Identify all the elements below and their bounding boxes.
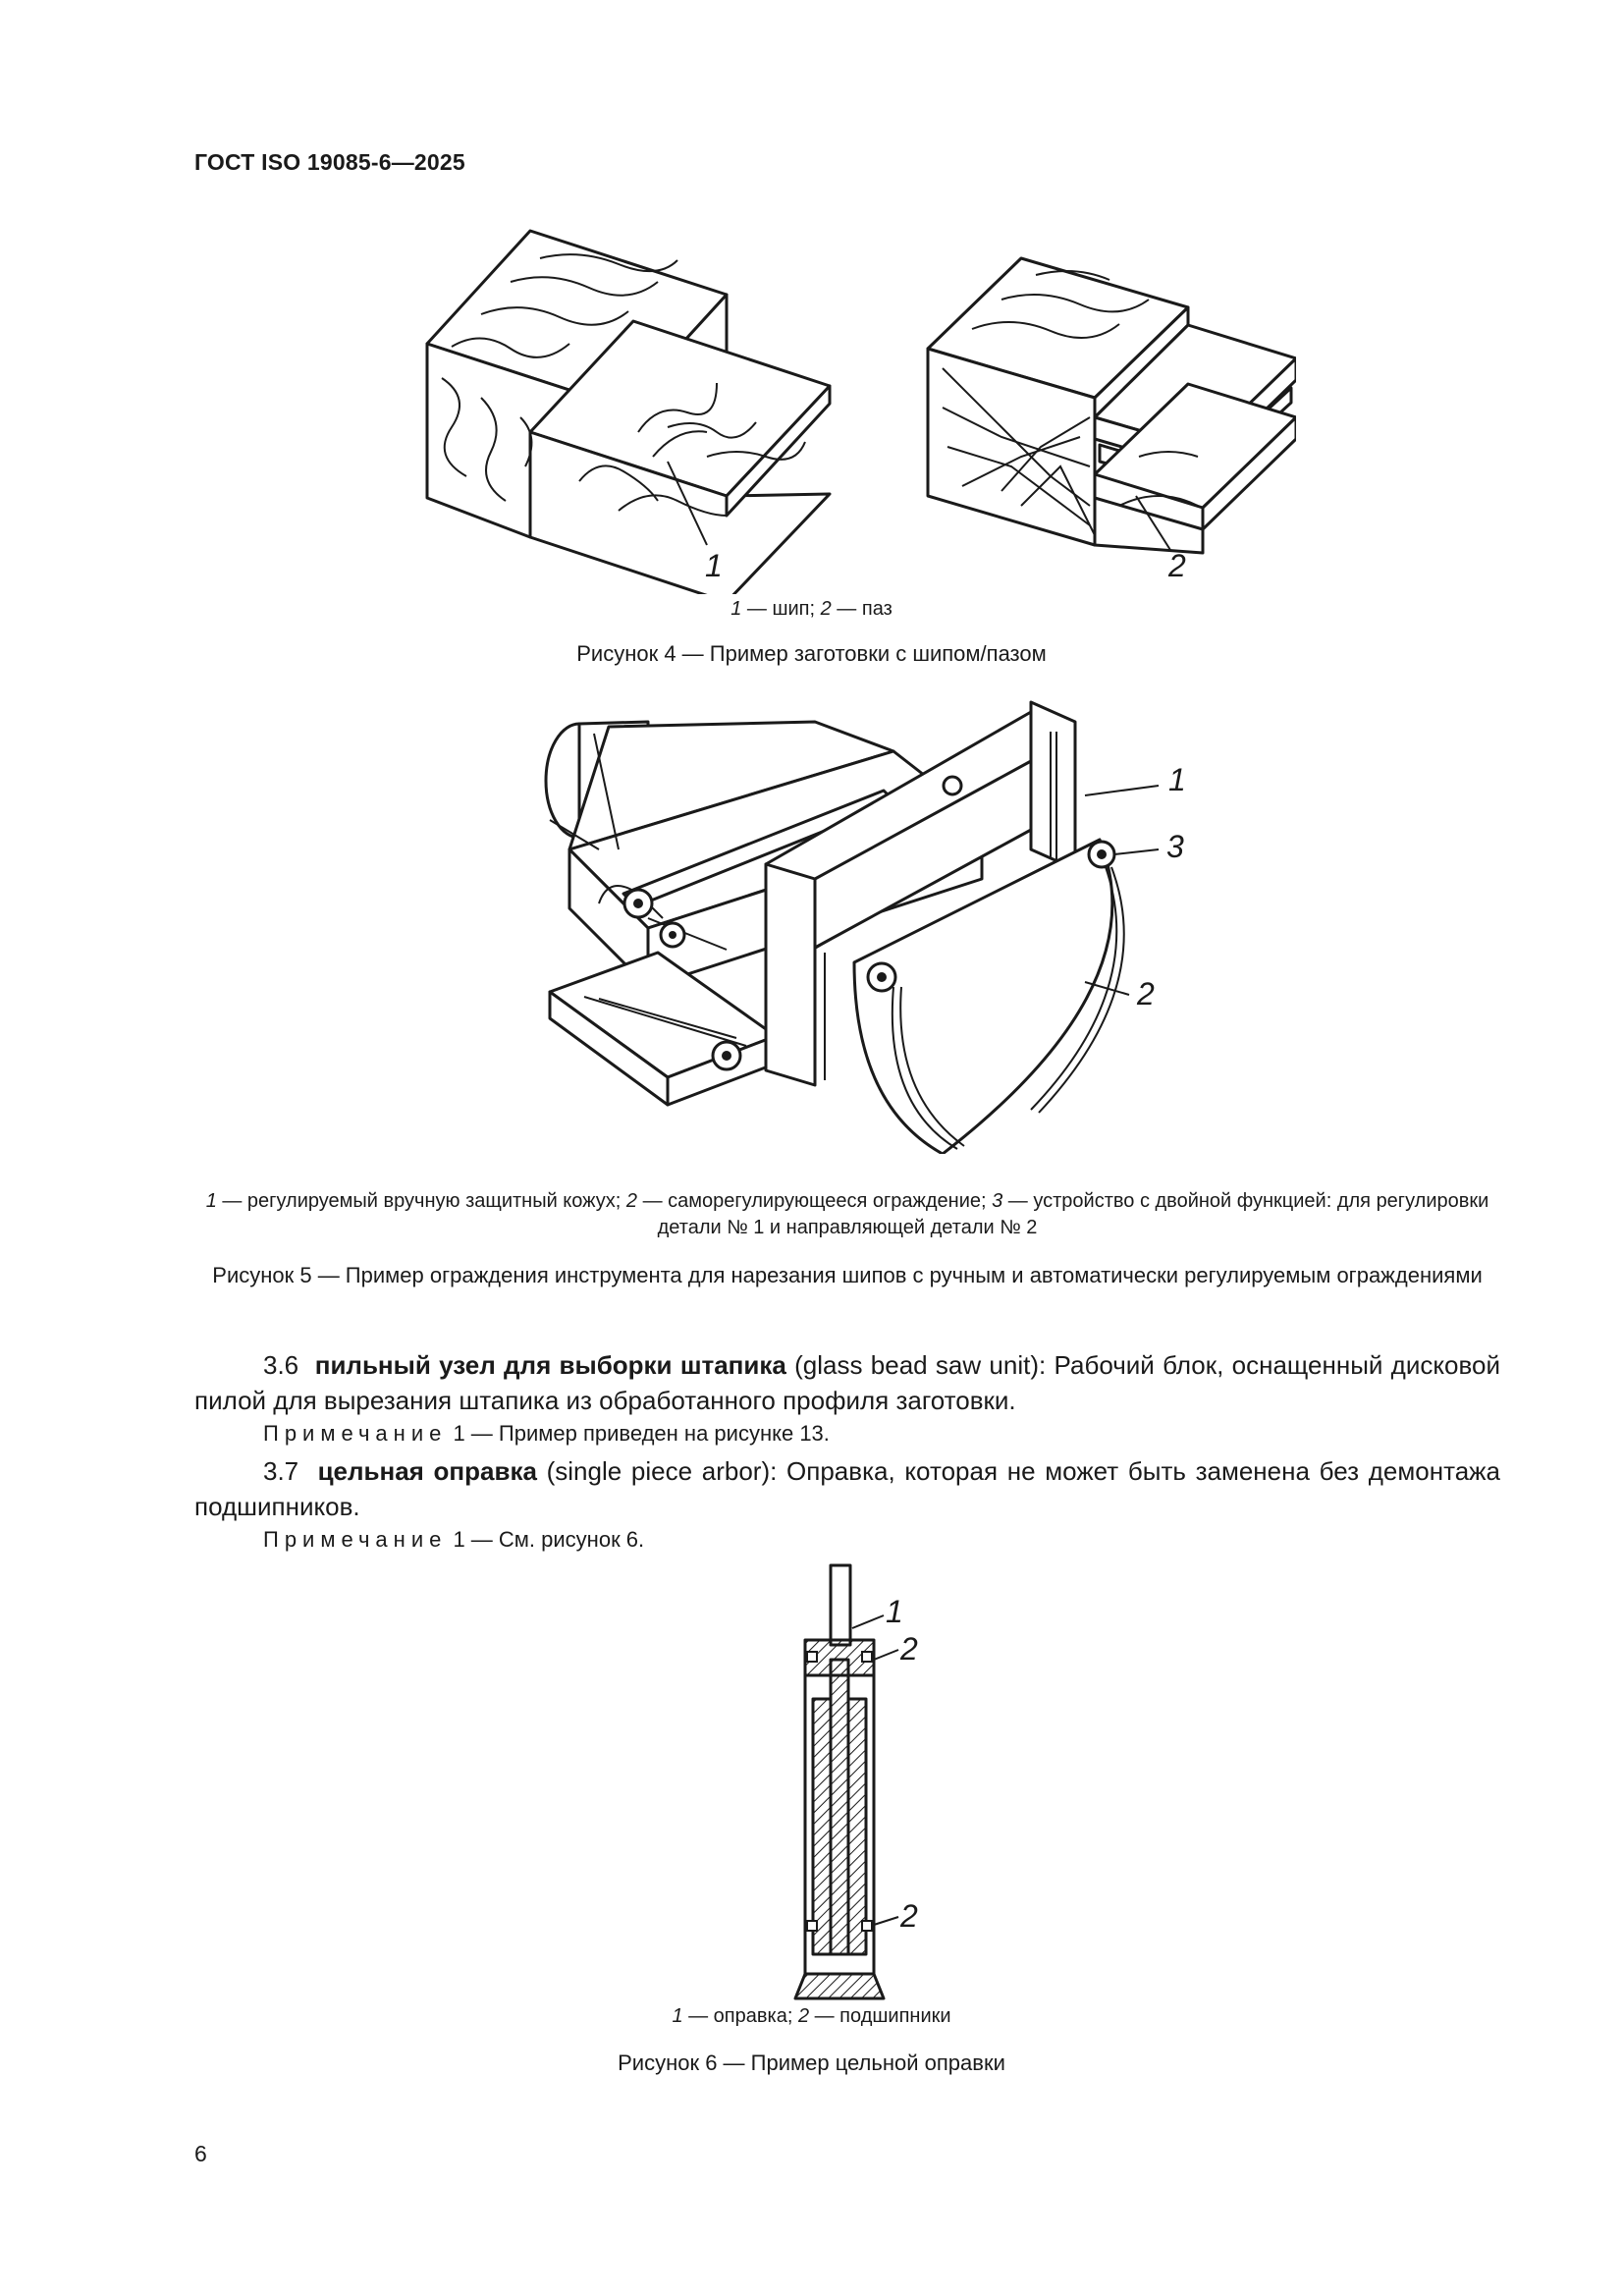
- figure-6-callout-1: 1: [886, 1594, 903, 1629]
- figure-5-caption: Рисунок 5 — Пример ограждения инструмента для нарезания шипов с ручным и автоматически регулируемым ограждениями: [212, 1263, 1483, 1287]
- note-3-7: Примечание 1 — См. рисунок 6.: [263, 1527, 645, 1552]
- document-header: ГОСТ ISO 19085-6—2025: [194, 149, 465, 175]
- figure-6-callout-2-bottom: 2: [900, 1898, 918, 1934]
- figure-4-illustration: [412, 221, 1296, 594]
- term-3-7-title: цельная оправка: [317, 1456, 537, 1486]
- term-3-7-definition: (single piece arbor): Оправка, которая не может быть заменена без демонтажа подшипников.: [194, 1456, 1501, 1521]
- page-number: 6: [194, 2141, 207, 2166]
- figure-5-callout-2: 2: [1137, 976, 1155, 1011]
- term-3-6: [194, 1347, 1500, 1418]
- figure-5-illustration: [530, 692, 1237, 1154]
- figure-5-callout-1: 1: [1168, 762, 1186, 797]
- note-3-6: Примечание 1 — Пример приведен на рисунке 13.: [263, 1421, 830, 1446]
- figure-6-caption: Рисунок 6 — Пример цельной оправки: [618, 2050, 1005, 2075]
- figure-5-legend: 1 — регулируемый вручную защитный кожух; 2 — саморегулирующееся ограждение; 3 — устройство с двойной функцией: для регулировки детали № 1 и направляющей детали № 2: [205, 1190, 1489, 1238]
- term-3-6-definition: (glass bead saw unit): Рабочий блок, оснащенный дисковой пилой для вырезания штапика из обработанного профиля заготовки.: [194, 1350, 1501, 1415]
- figure-6-legend: 1 — оправка; 2 — подшипники: [672, 2005, 951, 2027]
- term-3-6-number: 3.6: [263, 1350, 299, 1380]
- term-3-7: [194, 1453, 1500, 1524]
- figure-4-callout-2: 2: [1168, 548, 1186, 583]
- figure-4-legend: 1 — шип; 2 — паз: [730, 598, 893, 620]
- figure-5-callout-3: 3: [1166, 829, 1184, 864]
- term-3-7-number: 3.7: [263, 1456, 299, 1486]
- term-3-6-title: пильный узел для выборки штапика: [314, 1350, 786, 1380]
- figure-4-callout-1: 1: [705, 548, 723, 583]
- figure-4-caption: Рисунок 4 — Пример заготовки с шипом/пазом: [576, 641, 1047, 666]
- figure-6-callout-2-top: 2: [900, 1631, 918, 1667]
- figure-6-illustration: [776, 1561, 952, 2003]
